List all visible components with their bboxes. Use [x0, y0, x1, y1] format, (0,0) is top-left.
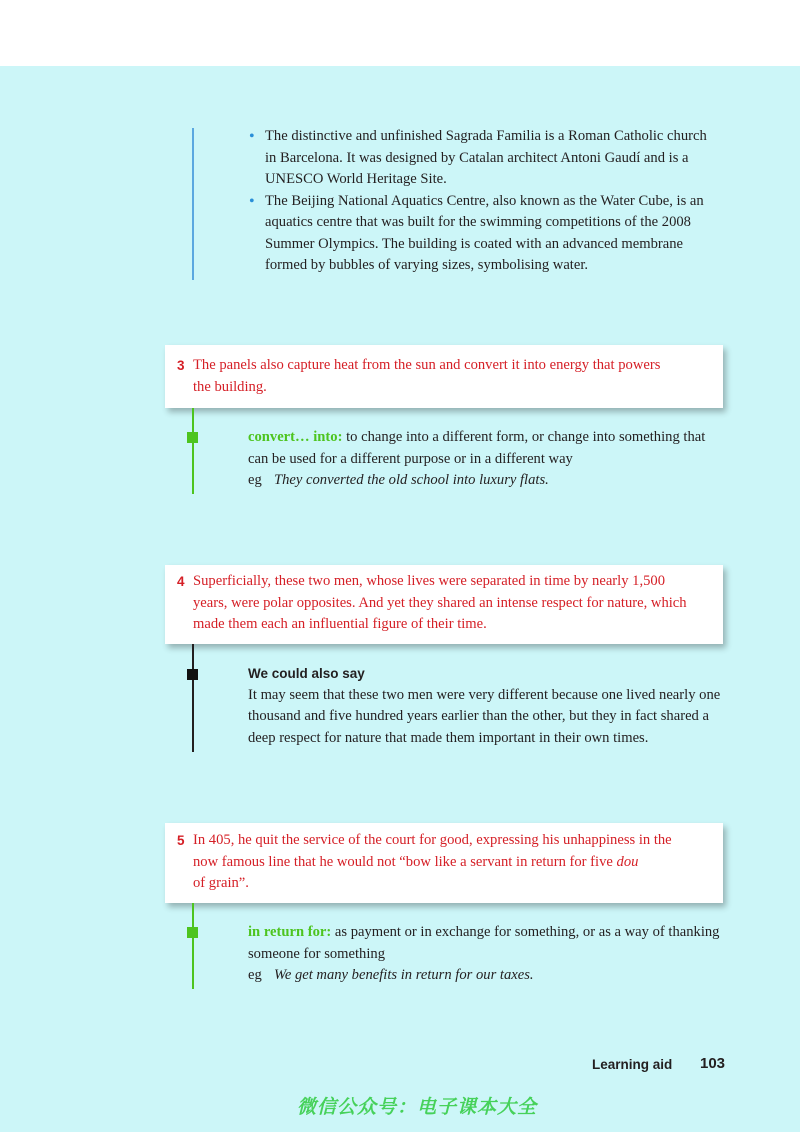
note-rule: [192, 408, 194, 494]
bullets-rule: [192, 128, 194, 280]
example-card-5: [165, 823, 723, 903]
example-card-4: [165, 565, 723, 644]
bullet-item: [247, 191, 727, 277]
note-rule: [192, 644, 194, 752]
sentence-line: In 405, he quit the service of the court for good, expressing his unhappiness in the: [193, 832, 672, 848]
section-number: 3: [177, 358, 185, 373]
black-square-icon: [187, 669, 198, 680]
bullet-dot-icon: •: [249, 192, 255, 210]
eg-label: eg: [248, 472, 262, 488]
bullet-list: [247, 126, 727, 277]
bullet-line: in Barcelona. It was designed by Catalan architect Antoni Gaudí and is a: [265, 149, 689, 166]
also-say-line: deep respect for nature that made them important in their own times.: [248, 729, 649, 746]
vocab-term: in return for:: [248, 924, 332, 940]
page-number: 103: [700, 1055, 726, 1072]
bullet-line: aquatics centre that was built for the swimming competitions of the 2008: [265, 214, 691, 230]
bullet-line: UNESCO World Heritage Site.: [265, 171, 447, 187]
bullet-line: formed by bubbles of varying sizes, symbolising water.: [265, 257, 589, 273]
section-number: 5: [177, 833, 185, 848]
example-card-3: [165, 345, 723, 408]
bullet-item: [247, 126, 727, 191]
vocab-note: [248, 922, 728, 987]
bullet-line: The distinctive and unfinished Sagrada Familia is a Roman Catholic church: [265, 128, 707, 144]
vocab-definition: to change into a different form, or change into something that: [342, 429, 706, 445]
bullet-line: The Beijing National Aquatics Centre, also known as the Water Cube, is an: [265, 192, 704, 209]
also-say-note: [248, 663, 728, 749]
bullet-line: Summer Olympics. The building is coated with an advanced membrane: [265, 235, 683, 252]
sentence-line: the building.: [193, 378, 267, 395]
sentence-line: Superficially, these two men, whose lives were separated in time by nearly 1,500: [193, 573, 665, 589]
vocab-definition: as payment or in exchange for something, or as a way of thanking: [331, 924, 720, 940]
example-sentence: They converted the old school into luxury flats.: [274, 472, 549, 488]
vocab-definition: someone for something: [248, 945, 385, 962]
sentence-line: The panels also capture heat from the sun and convert it into energy that powers: [193, 357, 661, 373]
also-say-line: It may seem that these two men were very different because one lived nearly one: [248, 686, 721, 703]
green-square-icon: [187, 927, 198, 938]
sentence-line: made them each an influential figure of their time.: [193, 616, 487, 632]
footer-label: Learning aid: [592, 1057, 673, 1072]
sentence-line: of grain”.: [193, 875, 249, 891]
sentence-line: years, were polar opposites. And yet they shared an intense respect for nature, which: [193, 594, 687, 611]
sentence-italic-word: dou: [616, 853, 639, 870]
eg-label: eg: [248, 967, 262, 983]
vocab-term: convert… into:: [248, 429, 343, 445]
vocab-note: [248, 427, 728, 492]
wechat-watermark: 微信公众号：电子课本大全: [297, 1096, 538, 1118]
vocab-definition: can be used for a different purpose or in a different way: [248, 450, 573, 467]
sentence-line: now famous line that he would not “bow like a servant in return for five: [193, 853, 617, 870]
also-say-heading: We could also say: [248, 666, 365, 681]
bullet-dot-icon: •: [249, 128, 255, 145]
section-number: 4: [177, 574, 185, 589]
example-sentence: We get many benefits in return for our taxes.: [274, 967, 534, 983]
also-say-line: thousand and five hundred years earlier than the other, but they in fact shared a: [248, 708, 709, 724]
note-rule: [192, 903, 194, 989]
green-square-icon: [187, 432, 198, 443]
